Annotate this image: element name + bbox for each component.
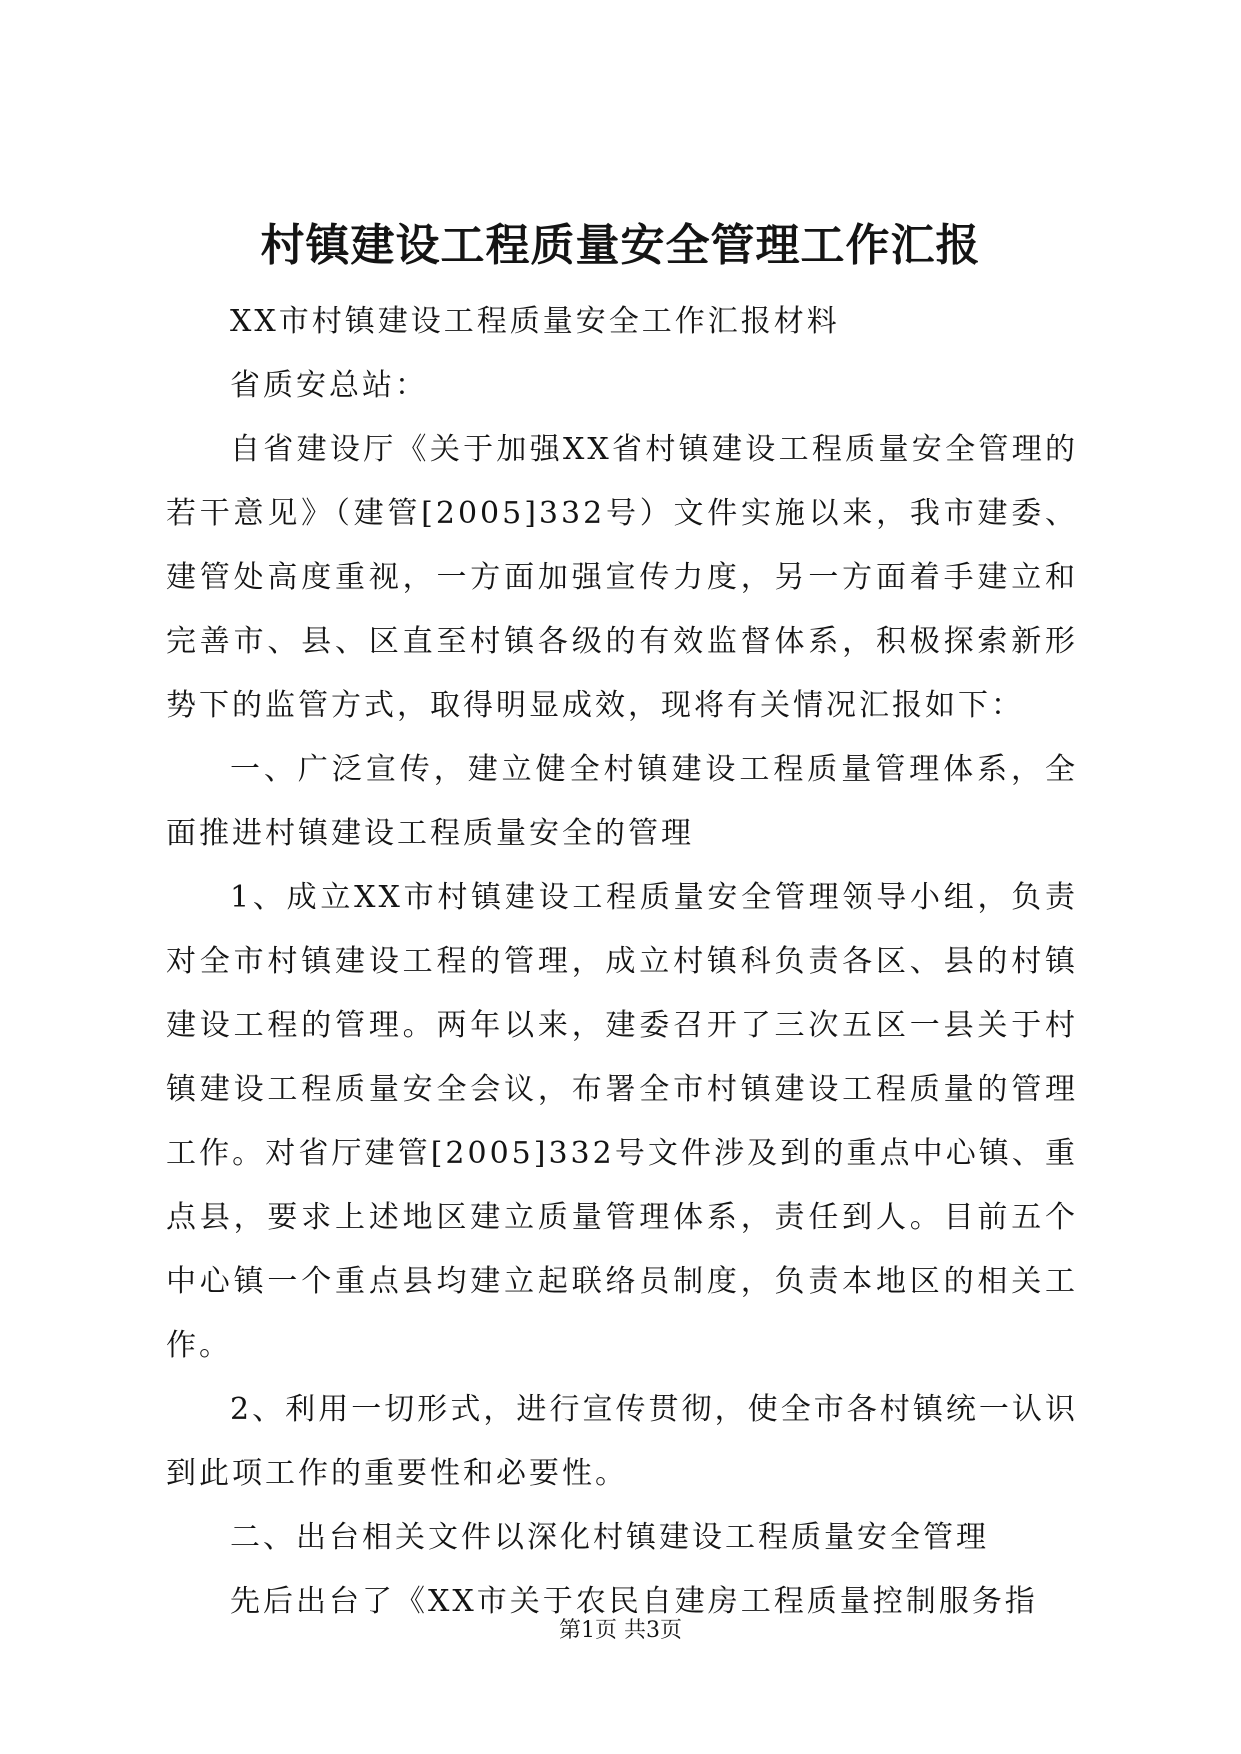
paragraph-item-1: 1、成立XX市村镇建设工程质量安全管理领导小组，负责对全市村镇建设工程的管理，成立村镇科负责各区、县的村镇建设工程的管理。两年以来，建委召开了三次五区一县关于村镇建设工程质量安全会议，布署全市村镇建设工程质量的管理工作。对省厅建管[2005]332号文件涉及到的重点中心镇、重点县，要求上述地区建立质量管理体系，责任到人。目前五个中心镇一个重点县均建立起联络员制度，负责本地区的相关工作。 xyxy=(166,880,1078,1363)
document-body xyxy=(166,290,1078,1634)
paragraph-subtitle: XX市村镇建设工程质量安全工作汇报材料 xyxy=(230,304,840,339)
heading-section-2: 二、出台相关文件以深化村镇建设工程质量安全管理 xyxy=(230,1520,989,1555)
paragraph-item-2: 2、利用一切形式，进行宣传贯彻，使全市各村镇统一认识到此项工作的重要性和必要性。 xyxy=(166,1392,1078,1491)
paragraph-section-2-text: 先后出台了《XX市关于农民自建房工程质量控制服务指 xyxy=(230,1584,1038,1619)
page-number-footer: 第1页 共3页 xyxy=(559,1618,682,1643)
paragraph-intro: 自省建设厅《关于加强XX省村镇建设工程质量安全管理的若干意见》（建管[2005]332号）文件实施以来，我市建委、建管处高度重视，一方面加强宣传力度，另一方面着手建立和完善市、县、区直至村镇各级的有效监督体系，积极探索新形势下的监管方式，取得明显成效，现将有关情况汇报如下： xyxy=(166,432,1078,723)
heading-section-1: 一、广泛宣传，建立健全村镇建设工程质量管理体系，全面推进村镇建设工程质量安全的管理 xyxy=(166,752,1078,851)
document-title: 村镇建设工程质量安全管理工作汇报 xyxy=(260,220,981,271)
paragraph-salutation: 省质安总站： xyxy=(230,368,428,403)
